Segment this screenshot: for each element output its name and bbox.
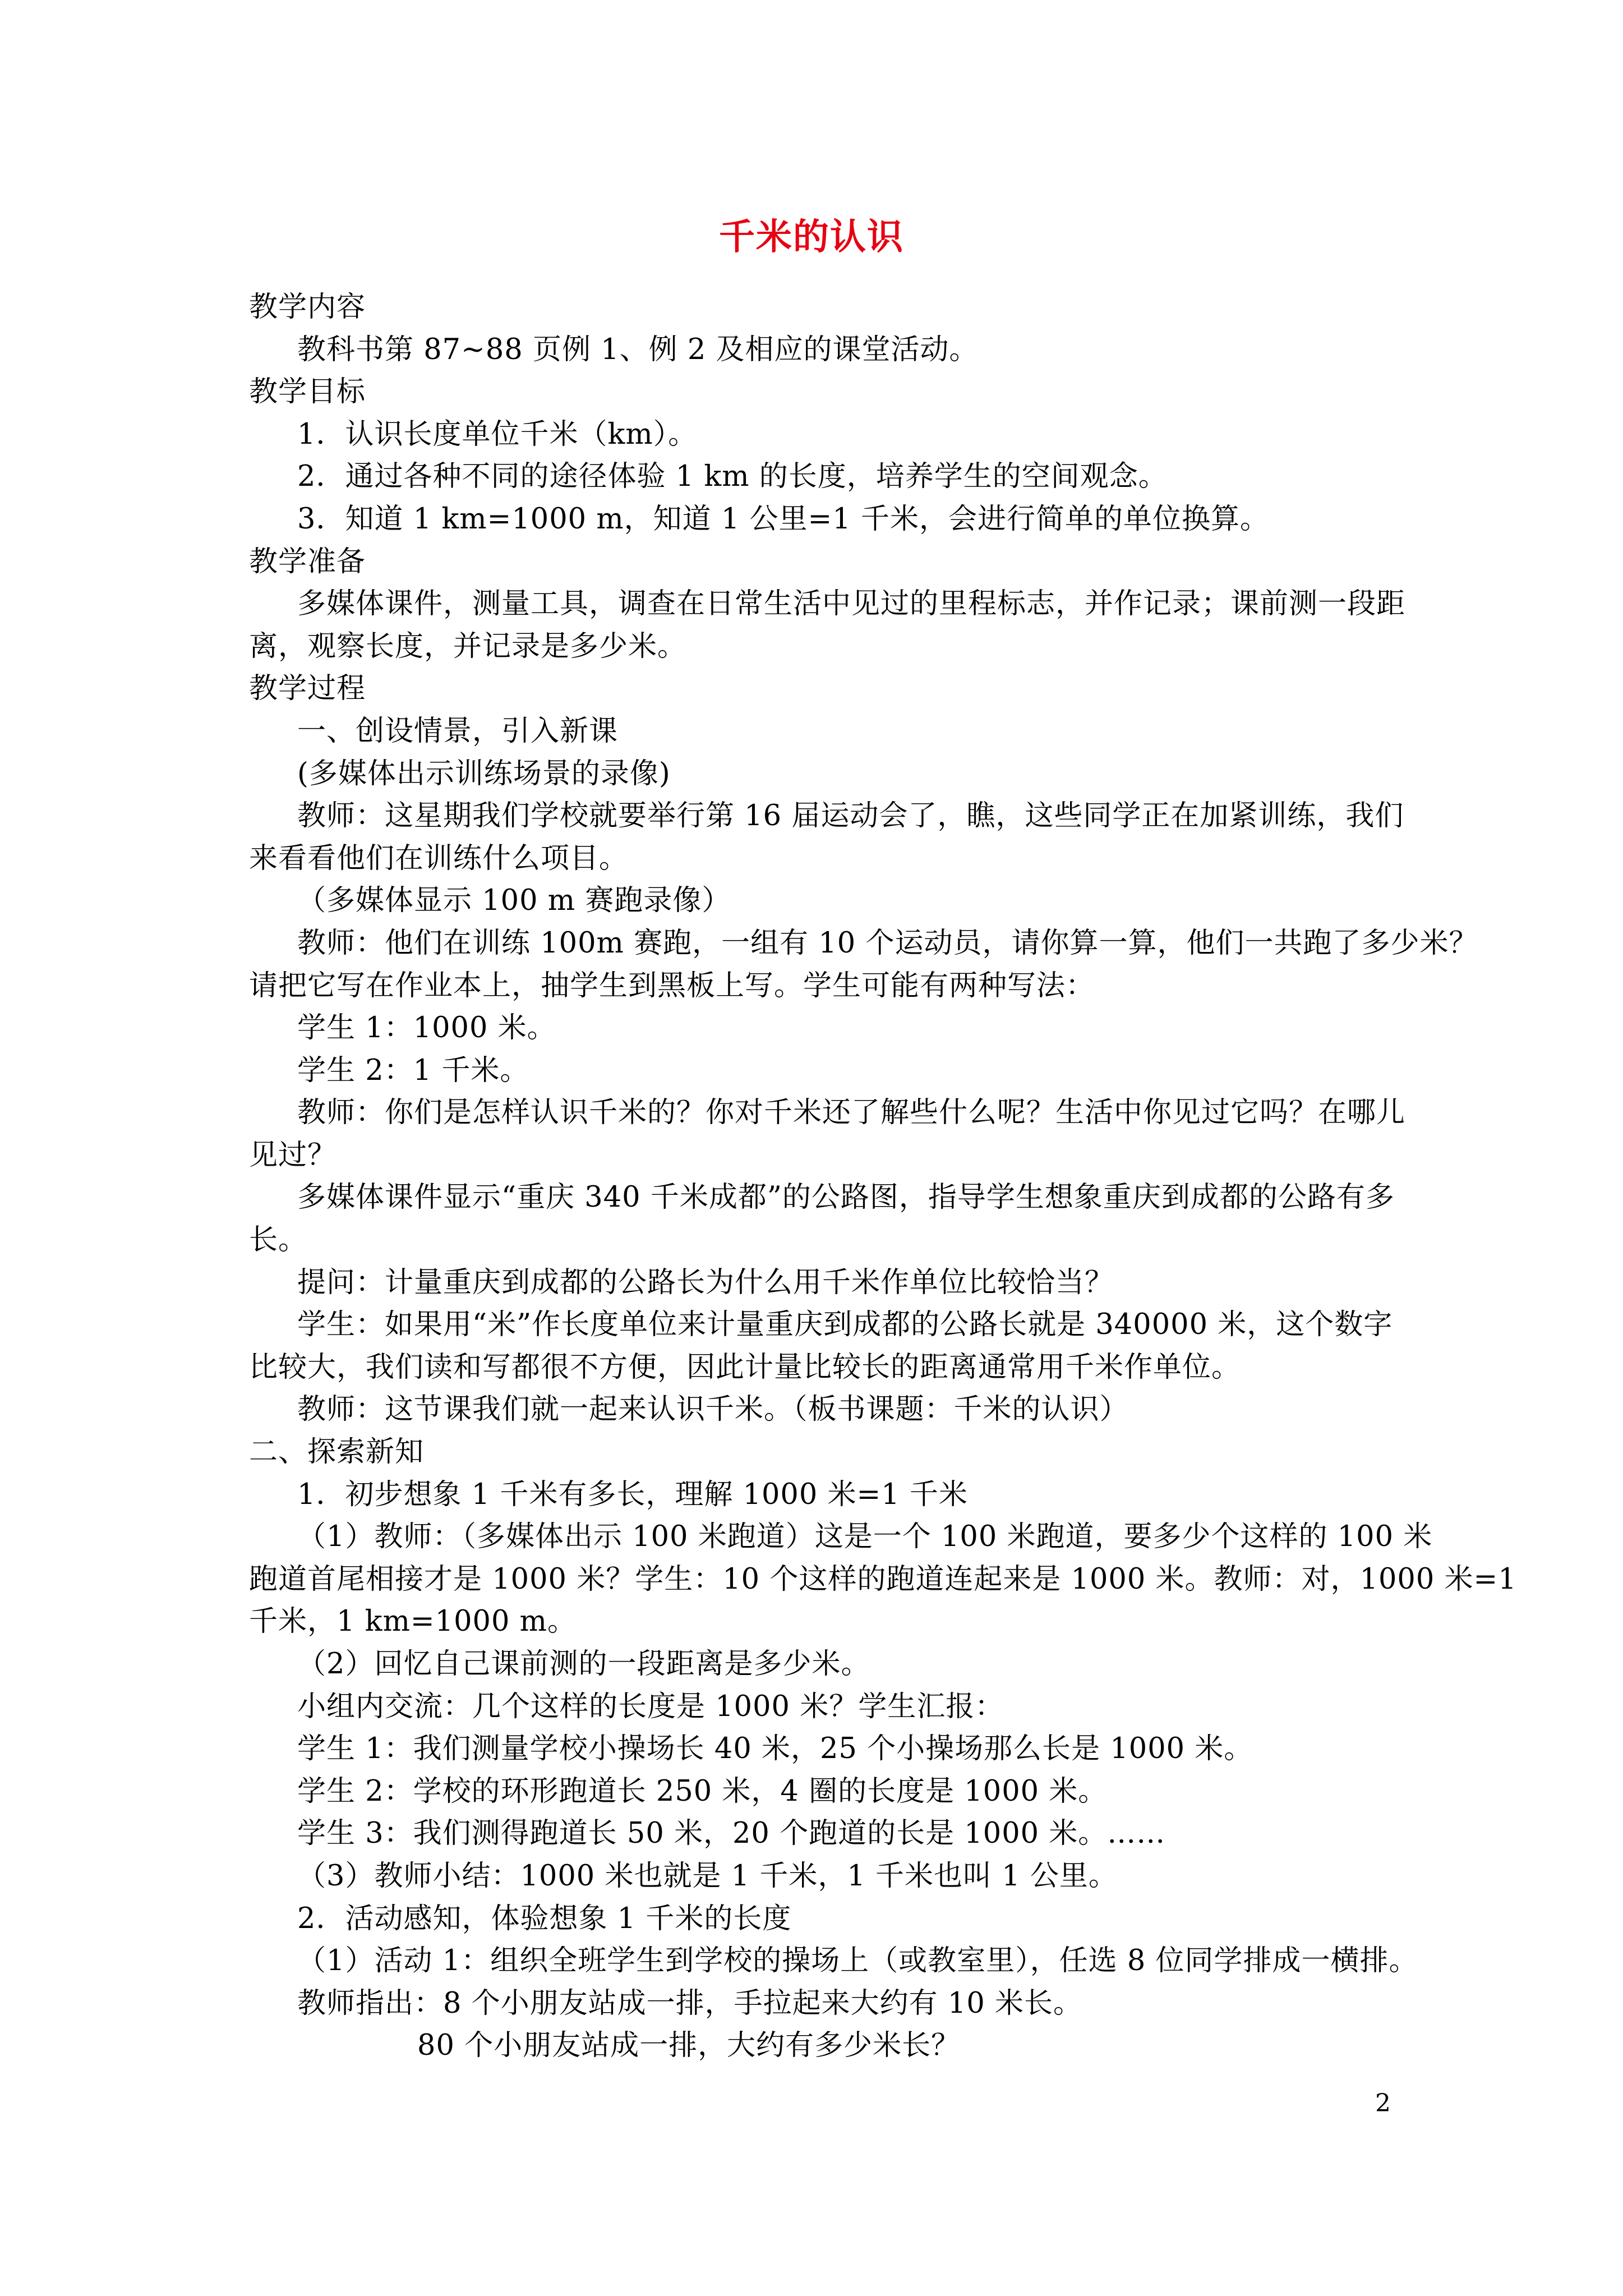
paragraph: 多媒体课件显示“重庆 340 千米成都”的公路图，指导学生想象重庆到成都的公路有多: [297, 1181, 1395, 1214]
paragraph: （3）教师小结：1000 米也就是 1 千米，1 千米也叫 1 公里。: [297, 1859, 1118, 1893]
list-item: 2．通过各种不同的途径体验 1 km 的长度，培养学生的空间观念。: [297, 460, 1168, 494]
paragraph: 学生 3：我们测得跑道长 50 米，20 个跑道的长是 1000 米。……: [297, 1817, 1166, 1851]
section-heading-content: 教学内容: [249, 291, 366, 324]
document-title: 千米的认识: [719, 216, 904, 258]
paragraph: 教师：这节课我们就一起来认识千米。（板书课题：千米的认识）: [297, 1393, 1129, 1427]
paragraph-continuation: 离，观察长度，并记录是多少米。: [249, 629, 687, 663]
paragraph: （多媒体显示 100 m 赛跑录像）: [297, 884, 731, 918]
paragraph: （2）回忆自己课前测的一段距离是多少米。: [297, 1648, 870, 1681]
paragraph: 教师：这星期我们学校就要举行第 16 届运动会了，瞧，这些同学正在加紧训练，我们: [297, 799, 1404, 833]
section-heading-process: 教学过程: [249, 672, 366, 706]
document-body: [249, 286, 1517, 2067]
list-item: 1．认识长度单位千米（km）。: [297, 417, 698, 451]
paragraph-continuation: 比较大，我们读和写都很不方便，因此计量比较长的距离通常用千米作单位。: [249, 1350, 1241, 1384]
paragraph: 多媒体课件，测量工具，调查在日常生活中见过的里程标志，并作记录；课前测一段距: [297, 587, 1406, 621]
section-heading-goals: 教学目标: [249, 375, 366, 409]
paragraph: 学生 2：学校的环形跑道长 250 米，4 圈的长度是 1000 米。: [297, 1774, 1108, 1808]
paragraph: 教科书第 87~88 页例 1、例 2 及相应的课堂活动。: [297, 333, 979, 366]
list-item: 3．知道 1 km=1000 m，知道 1 公里=1 千米，会进行简单的单位换算。: [297, 502, 1269, 536]
paragraph: 提问：计量重庆到成都的公路长为什么用千米作单位比较恰当？: [297, 1266, 1114, 1299]
paragraph-continuation: 请把它写在作业本上，抽学生到黑板上写。学生可能有两种写法：: [249, 969, 1095, 1002]
paragraph-continuation: 千米，1 km=1000 m。: [249, 1605, 577, 1639]
paragraph: 学生 1：1000 米。: [297, 1011, 556, 1045]
paragraph: 学生 2：1 千米。: [297, 1053, 529, 1087]
paragraph-continuation: 跑道首尾相接才是 1000 米？学生：10 个这样的跑道连起来是 1000 米。教师：对，1000 米=1: [249, 1562, 1517, 1596]
paragraph: 学生 1：我们测量学校小操场长 40 米，25 个小操场那么长是 1000 米。: [297, 1732, 1253, 1766]
paragraph: 学生：如果用“米”作长度单位来计量重庆到成都的公路长就是 340000 米，这个数字: [297, 1308, 1393, 1342]
paragraph: 教师：他们在训练 100m 赛跑，一组有 10 个运动员，请你算一算，他们一共跑了多少米？: [297, 926, 1478, 960]
paragraph: 教师指出：8 个小朋友站成一排，手拉起来大约有 10 米长。: [297, 1986, 1082, 2020]
paragraph: 小组内交流：几个这样的长度是 1000 米？学生汇报：: [297, 1690, 1004, 1723]
paragraph: 80 个小朋友站成一排，大约有多少米长？: [417, 2029, 961, 2063]
paragraph: (多媒体出示训练场景的录像): [297, 757, 671, 790]
page-number: 2: [1375, 2089, 1391, 2118]
paragraph: （1）活动 1：组织全班学生到学校的操场上（或教室里），任选 8 位同学排成一横排。: [297, 1944, 1418, 1978]
paragraph-continuation: 长。: [249, 1223, 308, 1257]
section-heading-preparation: 教学准备: [249, 545, 366, 578]
paragraph-continuation: 见过？: [249, 1138, 337, 1172]
subsection-heading: 二、探索新知: [249, 1435, 425, 1469]
subsection-heading: 一、创设情景，引入新课: [297, 714, 619, 748]
paragraph-continuation: 来看看他们在训练什么项目。: [249, 841, 629, 875]
paragraph: （1）教师：（多媒体出示 100 米跑道）这是一个 100 米跑道，要多少个这样的 100 米: [297, 1520, 1433, 1554]
list-item: 1．初步想象 1 千米有多长，理解 1000 米=1 千米: [297, 1478, 968, 1511]
list-item: 2．活动感知，体验想象 1 千米的长度: [297, 1902, 792, 1935]
paragraph: 教师：你们是怎样认识千米的？你对千米还了解些什么呢？生活中你见过它吗？在哪儿: [297, 1096, 1406, 1130]
